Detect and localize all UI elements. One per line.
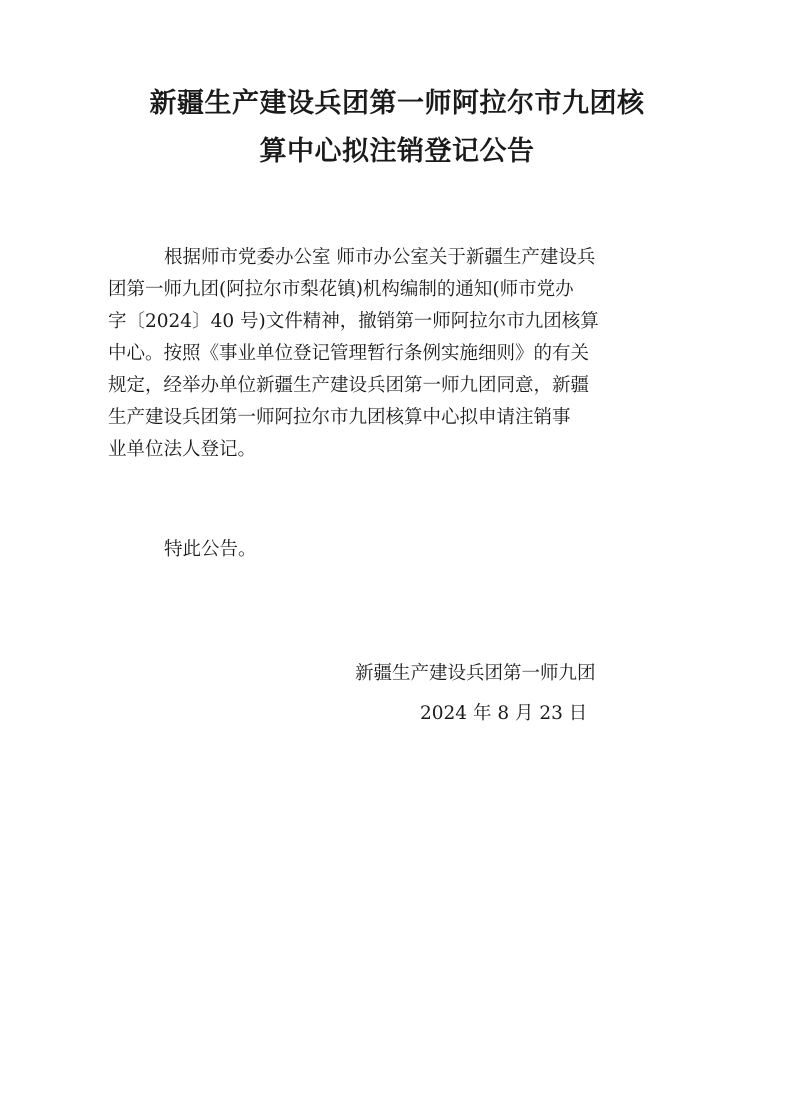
body-line: 生产建设兵团第一师阿拉尔市九团核算中心拟申请注销事 xyxy=(108,407,571,428)
issue-date: 2024 年 8 月 23 日 xyxy=(420,703,588,724)
body-line: 业单位法人登记。 xyxy=(108,439,257,460)
body-line: 中心。按照《事业单位登记管理暂行条例实施细则》的有关 xyxy=(108,343,590,364)
body-line: 团第一师九团(阿拉尔市梨花镇)机构编制的通知(师市党办 xyxy=(108,279,574,300)
body-line: 字〔2024〕40 号)文件精神，撤销第一师阿拉尔市九团核算 xyxy=(108,311,599,332)
announcement-body xyxy=(108,242,688,466)
document-title-line-1: 新疆生产建设兵团第一师阿拉尔市九团核 xyxy=(149,88,645,119)
closing-remark: 特此公告。 xyxy=(164,539,257,560)
document-title-line-2: 算中心拟注销登记公告 xyxy=(259,136,535,167)
body-line: 规定，经举办单位新疆生产建设兵团第一师九团同意，新疆 xyxy=(108,375,590,396)
issuer-signature: 新疆生产建设兵团第一师九团 xyxy=(355,663,596,684)
body-line: 根据师市党委办公室 师市办公室关于新疆生产建设兵 xyxy=(164,247,596,268)
